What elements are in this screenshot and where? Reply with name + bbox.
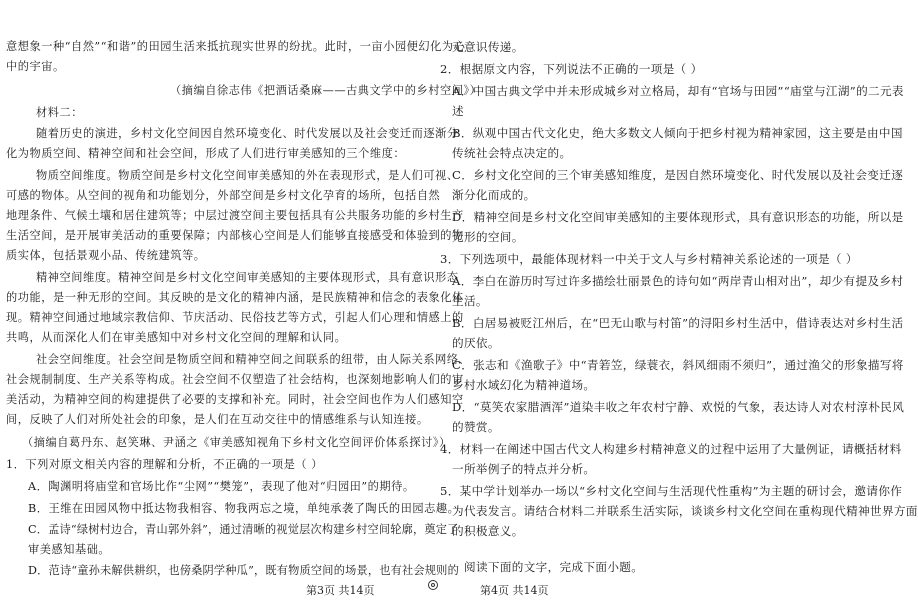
text-line: B．纵观中国古代文化史，绝大多数文人倾向于把乡村视为精神家园，这主要是由中国 bbox=[452, 126, 903, 140]
text-line: 共鸣，从而深化人们在审美感知中对乡村文化空间的理解和认同。 bbox=[6, 331, 347, 344]
text-line: 精神空间维度。精神空间是乡村文化空间审美感知的主要体现形式，具有意识形态 bbox=[36, 271, 459, 284]
text-line: 乡村水域幻化为精神道场。 bbox=[452, 378, 596, 392]
text-line: A．陶渊明将庙堂和官场比作“尘网”“樊笼”，表现了他对“归园田”的期待。 bbox=[28, 480, 415, 493]
binding-circle-icon bbox=[428, 580, 438, 590]
text-line: 社会空间维度。社会空间是物质空间和精神空间之间联系的纽带，由人际关系网络、 bbox=[36, 353, 471, 366]
text-line: A．中国古典文学中并未形成城乡对立格局，却有“官场与田园”“庙堂与江湖”的二元表 bbox=[452, 84, 904, 98]
text-line: 4．材料一在阐述中国古代文人构建乡村精神意义的过程中运用了大量例证，请概括材料 bbox=[440, 442, 902, 456]
source-citation: （摘编自徐志伟《把酒话桑麻——古典文学中的乡村空间》） bbox=[170, 84, 482, 97]
text-line: 的赞赏。 bbox=[452, 420, 500, 434]
text-line: 5．某中学计划举办一场以“乡村文化空间与生活现代性重构”为主题的研讨会，邀请你作 bbox=[440, 484, 903, 498]
text-line: 现。精神空间通过地域宗教信仰、节庆活动、民俗技艺等方式，引起人们心理和情感上的 bbox=[6, 311, 464, 324]
text-line: 传统社会特点决定的。 bbox=[452, 146, 572, 160]
text-line: 审美感知基础。 bbox=[28, 543, 111, 556]
text-line: C．孟诗“绿树村边合，青山郭外斜”，通过清晰的视觉层次构建乡村空间轮廓，奠定了 bbox=[28, 523, 459, 536]
text-line: 地理条件、气候土壤和居住建筑等；中层过渡空间主要包括具有公共服务功能的乡村生产 bbox=[6, 209, 464, 222]
text-line: 社会规制制度、生产关系等构成。社会空间不仅塑造了社会结构，也深刻地影响人们的审 bbox=[6, 373, 464, 386]
text-line: 材料二： bbox=[36, 106, 83, 119]
reading-instruction: 阅读下面的文字，完成下面小题。 bbox=[464, 560, 644, 574]
text-line: D．“莫笑农家腊酒浑”道染丰收之年农村宁静、欢悦的气象，表达诗人对农村淳朴民风 bbox=[452, 400, 905, 414]
text-line: B．白居易被贬江州后，在“巴无山歌与村笛”的浔阳乡村生活中，借诗表达对乡村生活 bbox=[452, 316, 904, 330]
text-line: 无意识传递。 bbox=[452, 40, 524, 54]
text-line: 化为物质空间、精神空间和社会空间，形成了人们进行审美感知的三个维度： bbox=[6, 147, 406, 160]
text-line: 随着历史的演进，乡村文化空间因自然环境变化、时代发展以及社会变迁而逐渐分 bbox=[36, 127, 459, 140]
text-line: 渐分化而成的。 bbox=[452, 188, 536, 202]
text-line: 质实体，包括景观小品、传统建筑等。 bbox=[6, 249, 206, 262]
text-line: A．李白在游历时写过许多描绘壮丽景色的诗句如“两岸青山相对出”，却少有提及乡村 bbox=[452, 274, 904, 288]
text-line: 的厌依。 bbox=[452, 336, 500, 350]
text-line: 间，反映了人们对所处社会的印象，是人们在互动交往中的情感维系与认知连接。 bbox=[6, 413, 429, 426]
text-line: 无形的空间。 bbox=[452, 230, 524, 244]
source-citation: （摘编自葛丹东、赵笑琳、尹涵之《审美感知视角下乡村文化空间评价体系探讨》） bbox=[22, 436, 451, 449]
text-line: 一所举例子的特点并分析。 bbox=[452, 462, 596, 476]
text-line: C．张志和《渔歌子》中“青箬笠，绿蓑衣，斜风细雨不须归”，通过渔父的形象描写将 bbox=[452, 358, 904, 372]
text-line: 3．下列选项中，最能体现材料一中关于文人与乡村精神关系论述的一项是（ ） bbox=[440, 252, 858, 266]
text-line: 为代表发言。请结合材料二并联系生活实际，谈谈乡村文化空间在重构现代精神世界方面 bbox=[452, 504, 918, 518]
question-1: 1．下列对原文相关内容的理解和分析，不正确的一项是（ ） bbox=[6, 458, 323, 471]
text-line: 意想象一种“自然”“和谐”的田园生活来抵抗现实世界的纷扰。此时，一亩小园便幻化为心 bbox=[6, 40, 466, 53]
text-line: 述 bbox=[452, 104, 464, 118]
text-line: B．王维在田园风物中抵达物我相容、物我两忘之境，单纯承袭了陶氏的田园志趣。 bbox=[28, 502, 460, 515]
page-number-left: 第3页 共14页 bbox=[306, 584, 375, 597]
page-number-right: 第4页 共14页 bbox=[480, 584, 549, 597]
text-line: 2．根据原文内容，下列说法不正确的一项是（ ） bbox=[440, 62, 703, 76]
text-line: 美活动，为精神空间的构建提供了必要的支撑和补充。同时，社会空间也作为人们感知空 bbox=[6, 393, 464, 406]
text-line: 物质空间维度。物质空间是乡村文化空间审美感知的外在表现形式，是人们可视、 bbox=[36, 169, 459, 182]
text-line: 的功能，是一种无形的空间。其反映的是文化的精神内涵，是民族精神和信念的表象化体 bbox=[6, 291, 464, 304]
text-line: 中的宇宙。 bbox=[6, 60, 65, 73]
text-line: C．乡村文化空间的三个审美感知维度，是因自然环境变化、时代发展以及社会变迁逐 bbox=[452, 168, 904, 182]
text-line: 可感的物体。从空间的视角和功能划分，外部空间是乡村文化孕育的场所，包括自然 bbox=[6, 189, 441, 202]
text-line: D．精神空间是乡村文化空间审美感知的主要体现形式，具有意识形态的功能，所以是 bbox=[452, 210, 904, 224]
text-line: D．范诗“童孙未解供耕织，也傍桑阴学种瓜”，既有物质空间的场景，也有社会规则的 bbox=[28, 564, 459, 577]
text-line: 生活空间，是开展审美活动的重要保障；内部核心空间是人们能够直接感受和体验到的物 bbox=[6, 229, 464, 242]
text-line: 的积极意义。 bbox=[452, 524, 524, 538]
text-line: 生活。 bbox=[452, 294, 488, 308]
